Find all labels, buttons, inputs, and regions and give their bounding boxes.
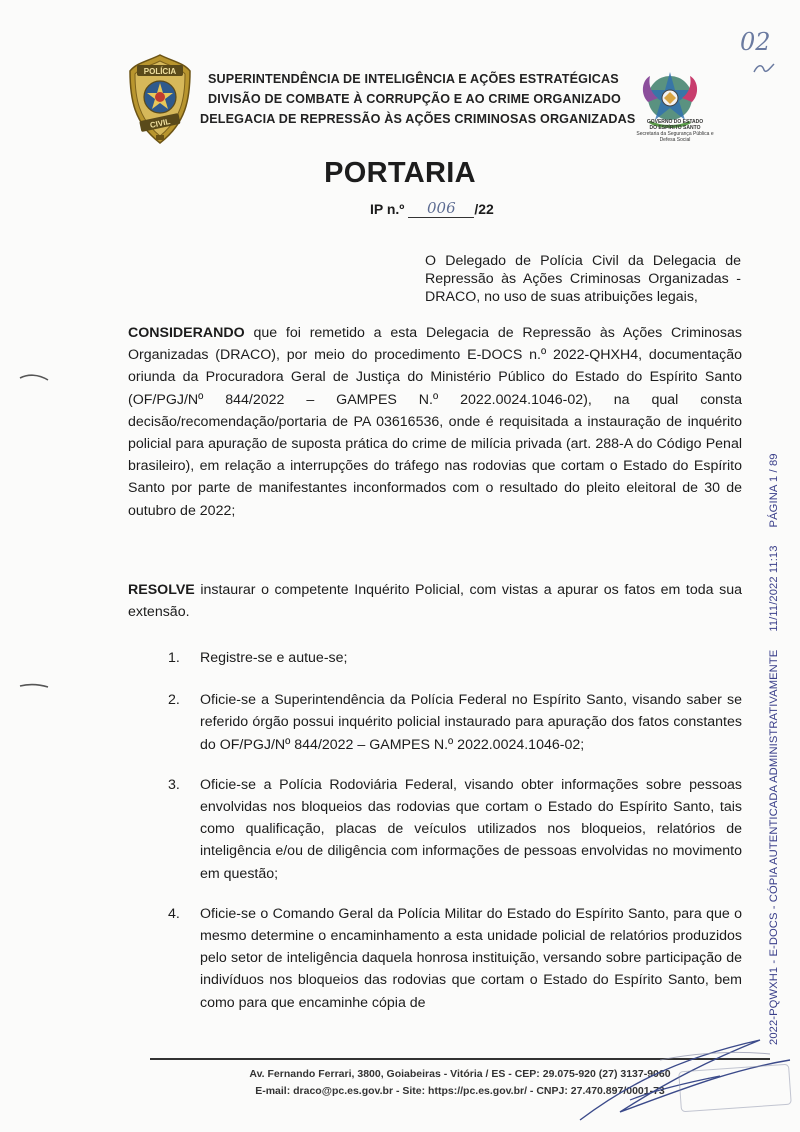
- gov-caption-line-2: DO ESPÍRITO SANTO: [649, 125, 701, 131]
- signature-icon: [560, 1020, 800, 1128]
- header-line-delegacia: DELEGACIA DE REPRESSÃO ÀS AÇÕES CRIMINOSAS ORGANIZADAS: [200, 112, 636, 126]
- list-item: [160, 774, 742, 885]
- considerando-text: que foi remetido a esta Delegacia de Repressão às Ações Criminosas Organizadas (DRACO), por meio do procedimento E-DOCS n.º 2022-QHXH4, documentação oriunda da Procuradora Geral de Justiça do Ministério Público do Estado do Espírito Santo (OF/PGJ/Nº 844/2022 – GAMPES N.º 2022.0024.1046-02), na qual consta decisão/recomendação/portaria de PA 03616536, onde é requisitada a instauração de inquérito policial para apuração de suposta prática do crime de milícia privada (art. 288-A do Código Penal brasileiro), em relação a interrupções do tráfego nas rodovias que cortam o Estado do Espírito Santo por parte de manifestantes inconformados com o resultado do pleito eleitoral de 30 de outubro de 2022;: [128, 325, 742, 519]
- margin-mark-icon: [18, 372, 50, 382]
- list-item-text: Oficie-se a Superintendência da Polícia Federal no Espírito Santo, visando saber se referido órgão possui inquérito policial instaurado para apuração dos fatos constantes do OF/PGJ/Nº 844/2022 – GAMPES N.º 2022.0024.1046-02;: [200, 692, 742, 753]
- intro-paragraph: O Delegado de Polícia Civil da Delegacia de Repressão às Ações Criminosas Organizadas - DRACO, no uso de suas atribuições legais,: [425, 253, 741, 305]
- list-item-number: 2.: [168, 692, 180, 709]
- stamp-document-id: 2022-PQWXH1 - E-DOCS - CÓPIA AUTENTICADA ADMINISTRATIVAMENTE: [768, 649, 780, 1045]
- ip-handwritten-number: 006: [408, 199, 474, 218]
- considerando-lead: CONSIDERANDO: [128, 325, 245, 341]
- footer-line-contact: E-mail: draco@pc.es.gov.br - Site: https://pc.es.gov.br/ - CNPJ: 27.470.897/0001-73: [255, 1085, 665, 1097]
- list-item: [160, 647, 742, 669]
- gov-caption-line-3: Secretaria da Segurança Pública e Defesa Social: [636, 131, 714, 143]
- list-item-number: 4.: [168, 905, 180, 922]
- authentication-side-stamp: [762, 255, 786, 1045]
- handwritten-page-number: 02: [740, 28, 771, 56]
- stamp-datetime: 11/11/2022 11:13: [768, 545, 780, 632]
- list-item-text: Oficie-se a Polícia Rodoviária Federal, visando obter informações sobre pessoas envolvidas nos bloqueios das rodovias que cortam o Estado do Espírito Santo, tais como qualificação, placas de veículos utilizados nos bloqueios, relatórios de inteligência e/ou de diligência com informações de pessoas envolvidas no movimento em questão;: [200, 776, 742, 882]
- list-item-number: 1.: [168, 650, 180, 666]
- gov-caption-line-1: GOVERNO DO ESTADO: [646, 119, 704, 125]
- considerando-paragraph: [128, 322, 742, 522]
- policia-civil-badge-icon: [128, 53, 192, 145]
- document-title: PORTARIA: [324, 157, 476, 189]
- header-line-divisao: DIVISÃO DE COMBATE À CORRUPÇÃO E AO CRIME ORGANIZADO: [208, 92, 621, 106]
- badge-top-text: POLÍCIA: [143, 67, 177, 76]
- resolve-text: instaurar o competente Inquérito Policial, com vistas a apurar os fatos em toda sua extensão.: [128, 582, 742, 621]
- government-caption: [636, 119, 714, 143]
- stamp-page: PÁGINA 1 / 89: [768, 453, 780, 528]
- badge-bottom-text: CIVIL: [149, 116, 172, 131]
- handwritten-mark-icon: [752, 60, 780, 76]
- list-item-text: Oficie-se o Comando Geral da Polícia Militar do Estado do Espírito Santo, para que o mesmo determine o encaminhamento a esta unidade policial de relatórios produzidos pelo setor de inteligência daquela honrosa instituição, versando sobre participação de indivíduos nos bloqueios das rodovias que cortam o Estado do Espírito Santo, bem como para que encaminhe cópia de: [200, 905, 742, 1011]
- resolve-paragraph: [128, 579, 742, 623]
- ip-prefix: IP n.º: [370, 201, 405, 217]
- list-item: [160, 689, 742, 756]
- list-item-text: Registre-se e autue-se;: [200, 650, 348, 666]
- list-item: [160, 903, 742, 1014]
- resolve-lead: RESOLVE: [128, 582, 195, 598]
- ip-suffix: /22: [474, 201, 494, 217]
- institution-header: [200, 69, 640, 129]
- determinations-list: [160, 647, 742, 1032]
- margin-mark-icon: [18, 681, 50, 691]
- header-line-superintendencia: SUPERINTENDÊNCIA DE INTELIGÊNCIA E AÇÕES ESTRATÉGICAS: [208, 72, 619, 86]
- list-item-number: 3.: [168, 776, 180, 793]
- ip-number-row: [370, 200, 570, 219]
- footer-line-address: Av. Fernando Ferrari, 3800, Goiabeiras - Vitória / ES - CEP: 29.075-920 (27) 3137-9060: [249, 1068, 671, 1080]
